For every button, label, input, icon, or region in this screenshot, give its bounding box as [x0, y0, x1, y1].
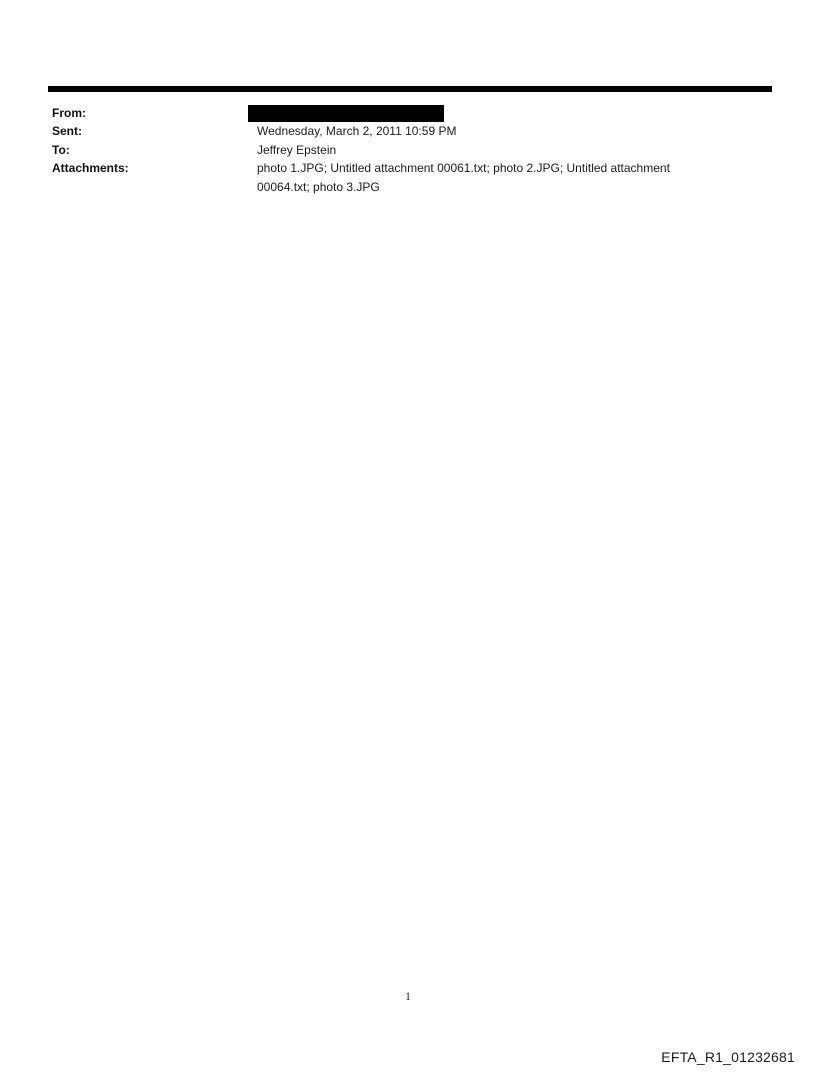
bates-number: EFTA_R1_01232681	[661, 1049, 795, 1065]
header-row-sent	[52, 122, 764, 140]
attachments-line-2: 00064.txt; photo 3.JPG	[257, 179, 380, 194]
email-header	[52, 104, 764, 196]
redaction-bar	[248, 105, 444, 122]
page-number: 1	[405, 991, 411, 1003]
to-value: Jeffrey Epstein	[257, 142, 337, 157]
from-value	[257, 104, 764, 122]
header-divider-rule	[48, 86, 772, 92]
attachments-line-1: photo 1.JPG; Untitled attachment 00061.txt; photo 2.JPG; Untitled attachment	[257, 161, 670, 176]
sent-value: Wednesday, March 2, 2011 10:59 PM	[257, 124, 457, 139]
header-row-attachments	[52, 159, 764, 196]
header-row-from	[52, 104, 764, 122]
attachments-value	[257, 159, 764, 196]
to-label: To:	[52, 142, 70, 157]
sent-label: Sent:	[52, 124, 82, 139]
header-row-to	[52, 141, 764, 159]
attachments-label: Attachments:	[52, 161, 129, 176]
from-label: From:	[52, 106, 86, 120]
